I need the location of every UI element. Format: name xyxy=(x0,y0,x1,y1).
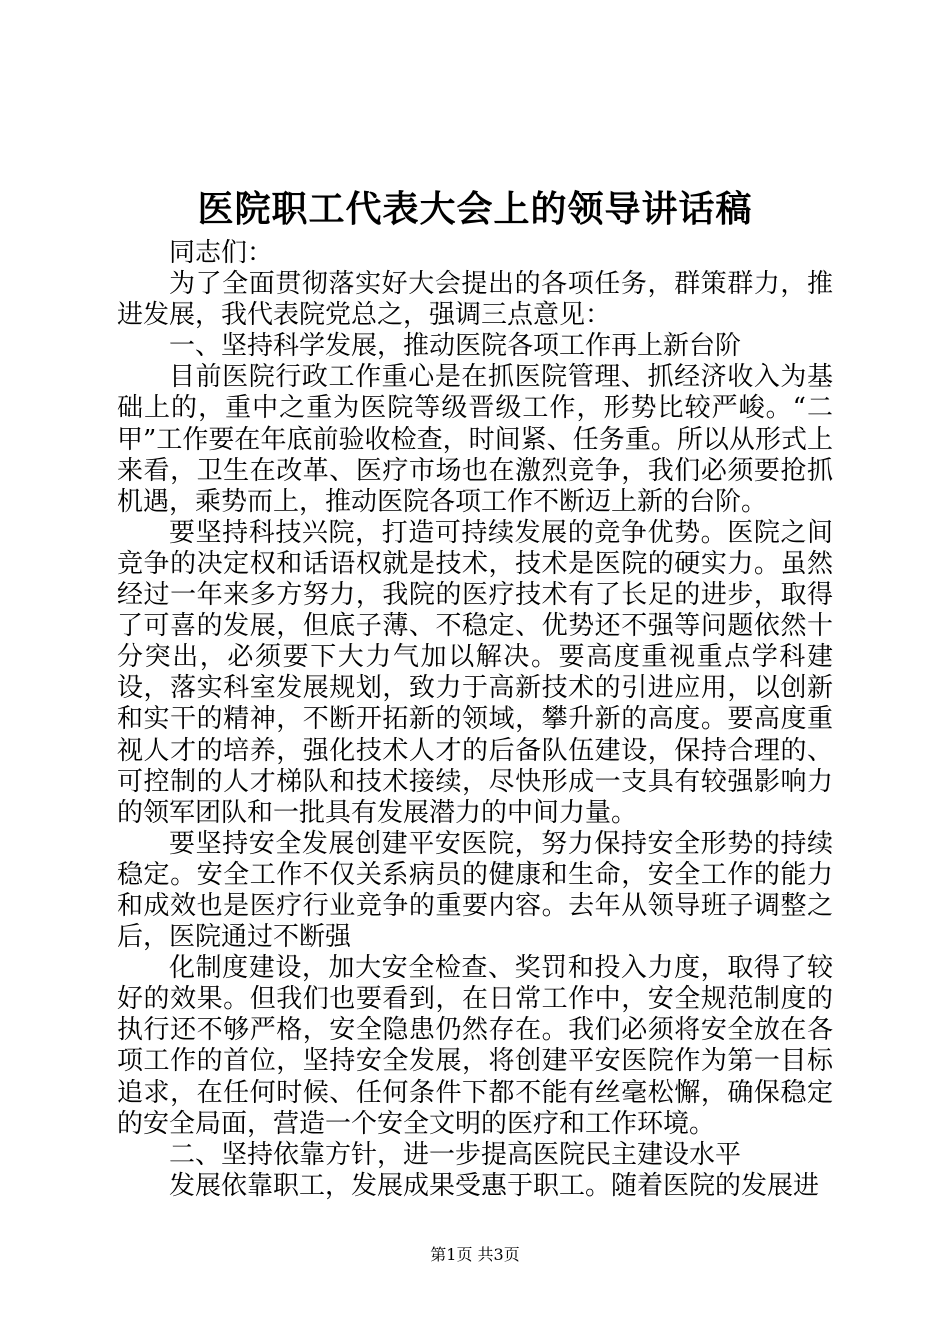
paragraph: 要坚持安全发展创建平安医院，努力保持安全形势的持续稳定。安全工作不仅关系病员的健康和生命，安全工作的能力和成效也是医疗行业竞争的重要内容。去年从领导班子调整之后，医院通过不断强 xyxy=(117,828,833,953)
page-number-footer: 第1页 共3页 xyxy=(430,1245,520,1264)
paragraph: 要坚持科技兴院，打造可持续发展的竞争优势。医院之间竞争的决定权和话语权就是技术，技术是医院的硬实力。虽然经过一年来多方努力，我院的医疗技术有了长足的进步，取得了可喜的发展，但底子薄、不稳定、优势还不强等问题依然十分突出，必须要下大力气加以解决。要高度重视重点学科建设，落实科室发展规划，致力于高新技术的引进应用，以创新和实干的精神，不断开拓新的领域，攀升新的高度。要高度重视人才的培养，强化技术人才的后备队伍建设，保持合理的、可控制的人才梯队和技术接续，尽快形成一支具有较强影响力的领军团队和一批具有发展潜力的中间力量。 xyxy=(117,517,833,828)
section-heading-2: 二、坚持依靠方针，进一步提高医院民主建设水平 xyxy=(169,1139,742,1170)
document-title: 医院职工代表大会上的领导讲话稿 xyxy=(197,188,753,230)
salutation: 同志们： xyxy=(169,238,274,268)
paragraph: 化制度建设，加大安全检查、奖罚和投入力度，取得了较好的效果。但我们也要看到，在日常工作中，安全规范制度的执行还不够严格，安全隐患仍然存在。我们必须将安全放在各项工作的首位，坚持安全发展，将创建平安医院作为第一目标追求，在任何时候、任何条件下都不能有丝毫松懈，确保稳定的安全局面，营造一个安全文明的医疗和工作环境。 xyxy=(117,953,833,1139)
paragraph: 目前医院行政工作重心是在抓医院管理、抓经济收入为基础上的，重中之重为医院等级晋级工作，形势比较严峻。“二甲”工作要在年底前验收检查，时间紧、任务重。所以从形式上来看，卫生在改革、医疗市场也在激烈竞争，我们必须要抢抓机遇，乘势而上，推动医院各项工作不断迈上新的台阶。 xyxy=(117,362,833,517)
paragraph-intro: 为了全面贯彻落实好大会提出的各项任务，群策群力，推进发展，我代表院党总之，强调三点意见： xyxy=(117,269,833,331)
paragraph: 发展依靠职工，发展成果受惠于职工。随着医院的发展进 xyxy=(169,1170,820,1201)
section-heading-1: 一、坚持科学发展，推动医院各项工作再上新台阶 xyxy=(169,331,742,362)
document-body xyxy=(117,238,833,1202)
